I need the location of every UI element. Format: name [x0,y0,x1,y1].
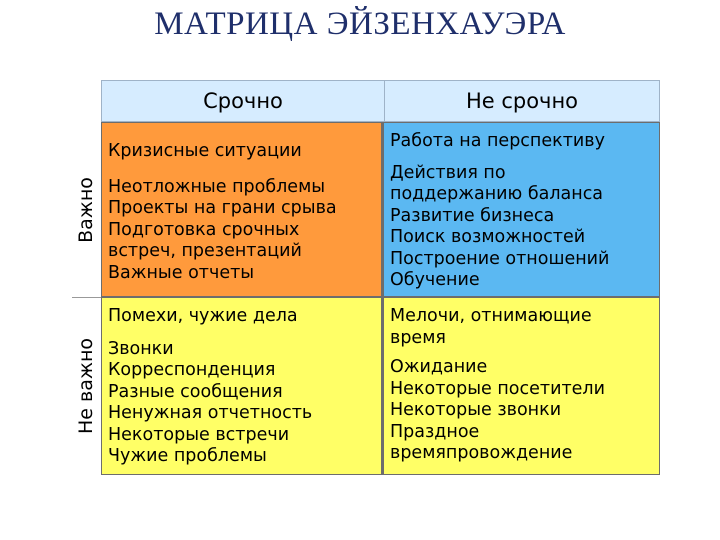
column-header-not-urgent: Не срочно [384,80,660,122]
quadrant-item: Важные отчеты [108,262,255,283]
quadrant-item: Праздное времяпровождение [390,421,573,463]
quadrant-header: Помехи, чужие дела [108,306,298,326]
quadrant-item: Ненужная отчетность [108,403,313,423]
quadrant-item: Развитие бизнеса [390,205,555,226]
quadrant-item: Некоторые посетители [390,378,605,399]
page-title: МАТРИЦА ЭЙЗЕНХАУЭРА [154,6,566,42]
row-label-important-text: Важно [75,176,97,243]
quadrant-not-urgent-not-important [382,297,660,475]
quadrant-item: Разные сообщения [108,381,283,402]
column-header-urgent: Срочно [101,80,384,122]
quadrant-header: Мелочи, отнимающие время [390,306,592,348]
quadrant-item: Обучение [390,270,480,290]
quadrant-item: Поиск возможностей [390,227,586,247]
row-label-not-important-text: Не важно [75,337,97,435]
row-label-not-important [72,297,100,475]
quadrant-item: Корреспонденция [108,360,276,380]
quadrant-item: Неотложные проблемы [108,176,326,197]
quadrant-item: Некоторые звонки [390,400,562,420]
quadrant-item: Действия по поддержанию баланса [390,162,604,204]
row-label-important [72,122,100,297]
quadrant-urgent-not-important [101,297,382,475]
quadrant-header: Кризисные ситуации [108,141,302,161]
quadrant-not-urgent-important [382,122,660,297]
quadrant-header: Работа на перспективу [390,131,605,151]
quadrant-item: Некоторые встречи [108,424,290,445]
quadrant-item: Проекты на грани срыва [108,198,337,218]
quadrant-item: Звонки [108,338,174,359]
quadrant-item: Чужие проблемы [108,446,267,466]
quadrant-urgent-important [101,122,382,297]
quadrant-item: Построение отношений [390,248,610,269]
quadrant-item: Подготовка срочных встреч, презентаций [108,219,302,261]
quadrant-item: Ожидание [390,357,488,377]
